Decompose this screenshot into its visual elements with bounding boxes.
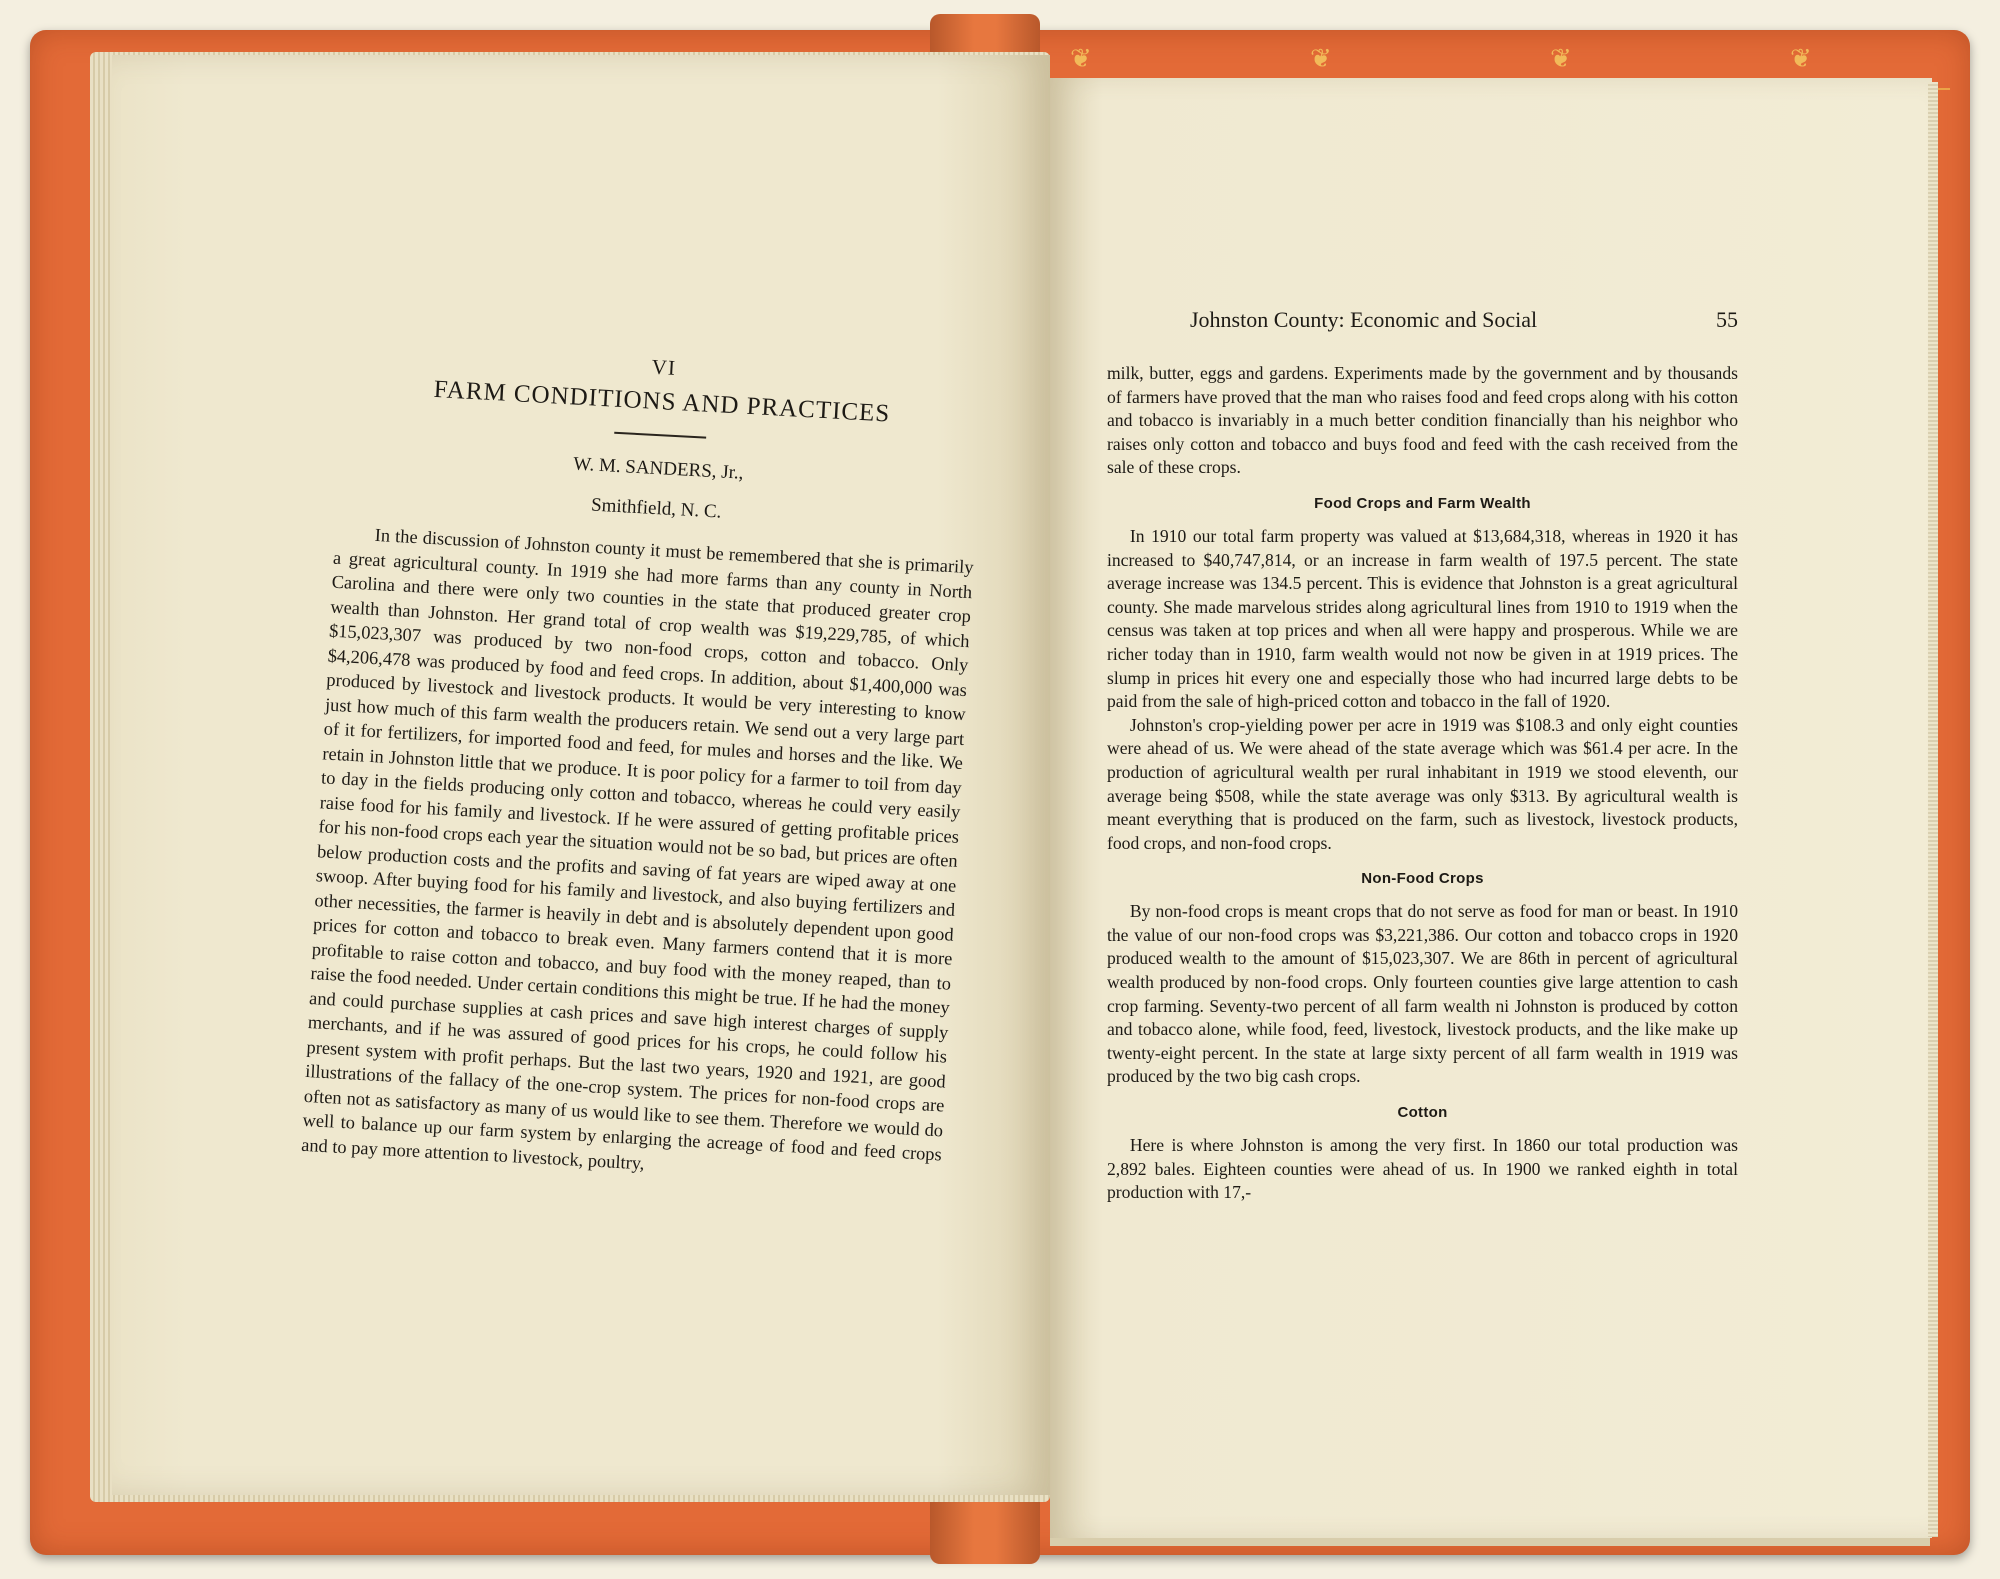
section-heading-food-crops: Food Crops and Farm Wealth	[1314, 494, 1531, 512]
chapter-title: FARM CONDITIONS AND PRACTICES	[433, 375, 891, 428]
left-body-paragraph: In the discussion of Johnston county it must be remembered that she is primarily a great agricultural county. In 1919 she had more farms than any county in North Carolina and there were only two counties in the state that produced greater crop wealth than Johnston. Her grand total of crop wealth was $19,229,785, of which $15,023,307 was produced by two non-food crops, cotton and tobacco. Only $4,206,478 was produced by food and feed crops. In addition, about $1,400,000 was produced by livestock and livestock products. It would be very interesting to know just how much of this farm wealth the producers retain. We send out a very large part of it for fertilizers, for imported food and feed, for mules and horses and the like. We retain in Johnston little that we produce. It is poor policy for a farmer to toil from day to day in the fields producing only cotton and tobacco, whereas he could very easily raise food for his family and livestock. If he were assured of getting profitable prices for his non-food crops each year the situation would not be so bad, but prices are often below production costs and the profits and saving of fat years are wiped away at one swoop. After buying food for his family and livestock, and also buying fertilizers and other necessities, the farmer is heavily in debt and is absolutely dependent upon good prices for cotton and tobacco to break even. Many farmers contend that it is more profitable to raise cotton and tobacco, and buy food with the money reaped, than to raise the food needed. Under certain conditions this might be true. If he had the money and could purchase supplies at cash prices and save high interest charges of supply merchants, and if he was assured of good prices for his crops, he could follow his present system with profit perhaps. But the last two years, 1920 and 1921, are good illustrations of the fallacy of the one-crop system. The prices for non-food crops are often not as satisfactory as many of us would like to see them. Therefore we would do well to balance up our farm system by enlarging the acreage of food and feed crops and to pay more attention to livestock, poultry,	[300, 524, 975, 1173]
page-number: 55	[1716, 307, 1738, 332]
ornament-scroll-icon: ❦	[1790, 44, 1812, 73]
title-rule	[614, 432, 706, 439]
section-heading-cotton: Cotton	[1397, 1104, 1448, 1122]
ornament-scroll-icon: ❦	[1310, 44, 1332, 73]
section-heading-non-food-crops: Non-Food Crops	[1361, 870, 1484, 888]
cotton-paragraph: Here is where Johnston is among the very first. In 1860 our total production was 2,892 bales. Eighteen counties were ahead of us. In 1900 we ranked eighth in total production with 17,-	[1107, 1135, 1738, 1203]
left-page-text	[301, 338, 984, 1191]
author-location: Smithfield, N. C.	[590, 494, 722, 523]
intro-paragraph: milk, butter, eggs and gardens. Experiments made by the government and by thousands of farmers have proved that the man who raises food and feed crops along with his cotton and tobacco is invariably in a much better condition financially than his neighbor who raises only cotton and tobacco and buys food and feed with the cash received from the sale of these crops.	[1107, 363, 1738, 478]
chapter-number: VI	[651, 354, 677, 380]
right-page-text	[1107, 362, 1738, 1205]
book-bottom-edge	[1050, 1538, 1930, 1546]
running-head	[1190, 307, 1738, 333]
ornament-scroll-icon: ❦	[1550, 44, 1572, 73]
food-crops-paragraph-2: Johnston's crop-yielding power per acre in 1919 was $108.3 and only eight counties were ahead of us. We were ahead of the state average which was $61.4 per acre. In the production of agricultural wealth per rural inhabitant in 1919 we stood eleventh, our average being $508, while the state average was only $313. By agricultural wealth is meant everything that is produced on the farm, such as livestock, livestock products, food crops, and non-food crops.	[1107, 714, 1738, 853]
author-name: W. M. SANDERS, Jr.,	[572, 453, 745, 484]
ornament-scroll-icon: ❦	[1070, 44, 1092, 73]
non-food-crops-paragraph: By non-food crops is meant crops that do not serve as food for man or beast. In 1910 the value of our non-food crops was $3,221,386. Our cotton and tobacco crops in 1920 produced wealth to the amount of $15,023,307. We are 86th in percent of agricultural wealth produced by non-food crops. Only fourteen counties give large attention to cash crop farming. Seventy-two percent of all farm wealth ni Johnston is produced by cotton and tobacco alone, while food, feed, livestock, livestock products, and the like make up twenty-eight percent. In the state at large sixty percent of all farm wealth in 1919 was produced by the two big cash crops.	[1107, 901, 1738, 1087]
food-crops-paragraph-1: In 1910 our total farm property was valued at $13,684,318, whereas in 1920 it has increased to $40,747,814, or an increase in farm wealth of 197.5 percent. The state average increase was 134.5 percent. This is evidence that Johnston is a great agricultural county. She made marvelous strides along agricultural lines from 1910 to 1919 when the census was taken at top prices and when all were happy and prosperous. While we are richer today than in 1910, farm wealth would not now be given in at 1919 prices. The slump in prices hit every one and especially those who had incurred large debts to be paid from the sale of high-priced cotton and tobacco in the fall of 1920.	[1107, 525, 1738, 712]
right-page-edge	[1928, 82, 1938, 1537]
running-head-title: Johnston County: Economic and Social	[1190, 307, 1538, 332]
